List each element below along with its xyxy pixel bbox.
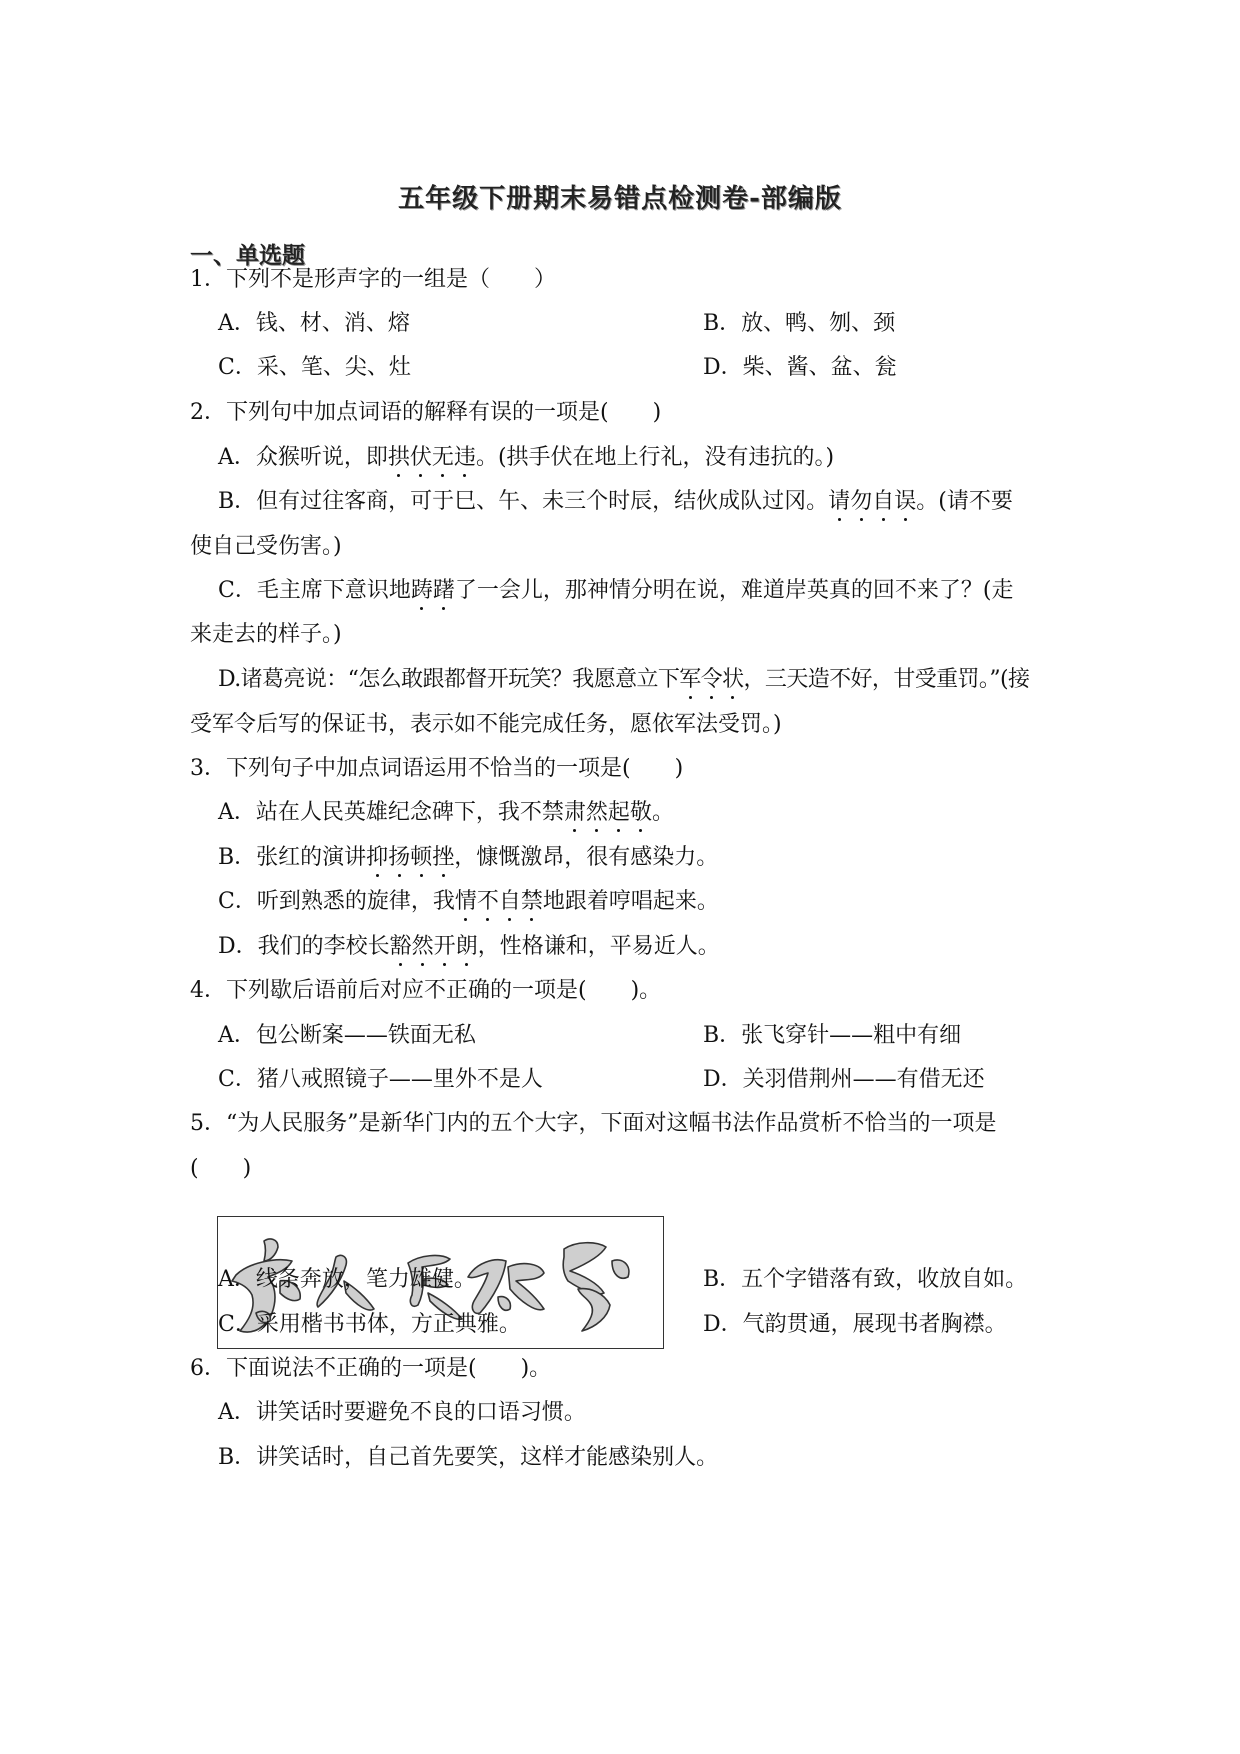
dotted-char: 扬: [388, 843, 410, 873]
dotted-char: 开: [434, 932, 456, 962]
option-text: 。(请不要: [916, 489, 1013, 514]
question-2-option-b[interactable]: [218, 487, 1013, 517]
dotted-char: 起: [608, 798, 630, 828]
dotted-term: [455, 889, 543, 914]
question-3-option-c[interactable]: [218, 887, 719, 917]
dotted-term: [388, 445, 476, 470]
dotted-term: [366, 845, 454, 870]
dotted-char: 朗: [456, 932, 478, 962]
question-3-stem: 3．下列句子中加点词语运用不恰当的一项是( ): [190, 756, 684, 781]
dotted-term: [679, 667, 743, 692]
question-2-option-b-continuation: 使自己受伤害。): [190, 534, 342, 559]
question-2-option-d[interactable]: [218, 665, 1029, 695]
dotted-char: 违: [454, 443, 476, 473]
dotted-char: 令: [701, 665, 722, 695]
option-text: C．听到熟悉的旋律，我: [218, 889, 455, 914]
question-3-option-b[interactable]: [218, 843, 718, 873]
dotted-char: 躇: [433, 576, 455, 606]
dotted-char: 拱: [388, 443, 410, 473]
dotted-term: [564, 800, 652, 825]
dotted-char: 敬: [630, 798, 652, 828]
option-text: C．毛主席下意识地: [218, 578, 411, 603]
question-4-stem: 4．下列歇后语前后对应不正确的一项是( )。: [190, 978, 662, 1003]
dotted-char: 挫: [432, 843, 454, 873]
question-2-option-d-continuation: 受军令后写的保证书，表示如不能完成任务，愿依军法受罚。): [190, 712, 782, 737]
dotted-char: 自: [499, 887, 521, 917]
dotted-char: 禁: [521, 887, 543, 917]
question-2-option-a[interactable]: [218, 443, 834, 473]
option-text: 。: [651, 800, 674, 825]
question-1-option-a[interactable]: A．钱、材、消、熔: [218, 311, 410, 336]
question-5-stem: 5．“为人民服务”是新华门内的五个大字，下面对这幅书法作品赏析不恰当的一项是: [190, 1111, 997, 1136]
question-4-option-a[interactable]: A．包公断案——铁面无私: [218, 1023, 476, 1048]
question-1-option-d[interactable]: D．柴、酱、盆、瓮: [703, 355, 897, 380]
option-text: A．众猴听说，即: [218, 445, 388, 470]
dotted-char: 请: [828, 487, 850, 517]
question-5-option-b[interactable]: B．五个字错落有致，收放自如。: [703, 1267, 1028, 1292]
question-2-option-c-continuation: 来走去的样子。): [190, 622, 342, 647]
dotted-char: 抑: [366, 843, 388, 873]
question-6-stem: 6．下面说法不正确的一项是( )。: [190, 1356, 552, 1381]
dotted-char: 情: [455, 887, 477, 917]
question-5-option-d[interactable]: D．气韵贯通，展现书者胸襟。: [703, 1312, 1007, 1337]
option-text: B．但有过往客商，可于巳、午、未三个时辰，结伙成队过冈。: [218, 489, 829, 514]
option-text: ，三天造不好，甘受重罚。”(接: [743, 667, 1030, 692]
dotted-char: 误: [894, 487, 916, 517]
dotted-char: 军: [679, 665, 700, 695]
page-title: 五年级下册期末易错点检测卷-部编版: [398, 184, 842, 214]
option-text: 地跟着哼唱起来。: [542, 889, 719, 914]
dotted-char: 无: [432, 443, 454, 473]
question-5-stem-continuation: ( ): [190, 1156, 252, 1181]
dotted-term: [828, 489, 916, 514]
option-text: D．我们的李校长: [218, 934, 390, 959]
dotted-char: 伏: [410, 443, 432, 473]
question-1-option-b[interactable]: B．放、鸭、刎、颈: [703, 311, 896, 336]
question-5-option-a[interactable]: A．线条奔放，笔力雄健。: [218, 1267, 476, 1292]
dotted-char: 肃: [564, 798, 586, 828]
dotted-char: 状: [722, 665, 743, 695]
question-1-option-c[interactable]: C．采、笔、尖、灶: [218, 355, 411, 380]
dotted-char: 豁: [390, 932, 412, 962]
option-text: ，性格谦和，平易近人。: [477, 934, 720, 959]
question-4-option-c[interactable]: C．猪八戒照镜子——里外不是人: [218, 1067, 543, 1092]
option-text: B．张红的演讲: [218, 845, 367, 870]
option-text: ，慷慨激昂，很有感染力。: [454, 845, 719, 870]
dotted-char: 然: [586, 798, 608, 828]
question-6-option-b[interactable]: B．讲笑话时，自己首先要笑，这样才能感染别人。: [218, 1445, 719, 1470]
question-2-stem: 2．下列句中加点词语的解释有误的一项是( ): [190, 400, 662, 425]
question-4-option-d[interactable]: D．关羽借荆州——有借无还: [703, 1067, 985, 1092]
question-5-option-c[interactable]: C．采用楷书书体，方正典雅。: [218, 1312, 521, 1337]
dotted-char: 自: [872, 487, 894, 517]
dotted-term: [390, 934, 478, 959]
dotted-char: 踌: [411, 576, 433, 606]
option-text: D.诸葛亮说：“怎么敢跟都督开玩笑？我愿意立下: [218, 667, 680, 692]
option-text: 了一会儿，那神情分明在说，难道岸英真的回不来了？(走: [454, 578, 1014, 603]
option-text: A．站在人民英雄纪念碑下，我不禁: [218, 800, 564, 825]
dotted-char: 不: [477, 887, 499, 917]
option-text: 。(拱手伏在地上行礼，没有违抗的。): [475, 445, 835, 470]
question-3-option-a[interactable]: [218, 798, 674, 828]
question-4-option-b[interactable]: B．张飞穿针——粗中有细: [703, 1023, 962, 1048]
dotted-char: 顿: [410, 843, 432, 873]
question-1-stem: 1．下列不是形声字的一组是（ ）: [190, 267, 556, 292]
section-heading: 一、单选题: [190, 243, 305, 269]
dotted-char: 勿: [850, 487, 872, 517]
question-6-option-a[interactable]: A．讲笑话时要避免不良的口语习惯。: [218, 1400, 586, 1425]
dotted-char: 然: [412, 932, 434, 962]
dotted-term: [411, 578, 455, 603]
question-2-option-c[interactable]: [218, 576, 1013, 606]
question-3-option-d[interactable]: [218, 932, 720, 962]
